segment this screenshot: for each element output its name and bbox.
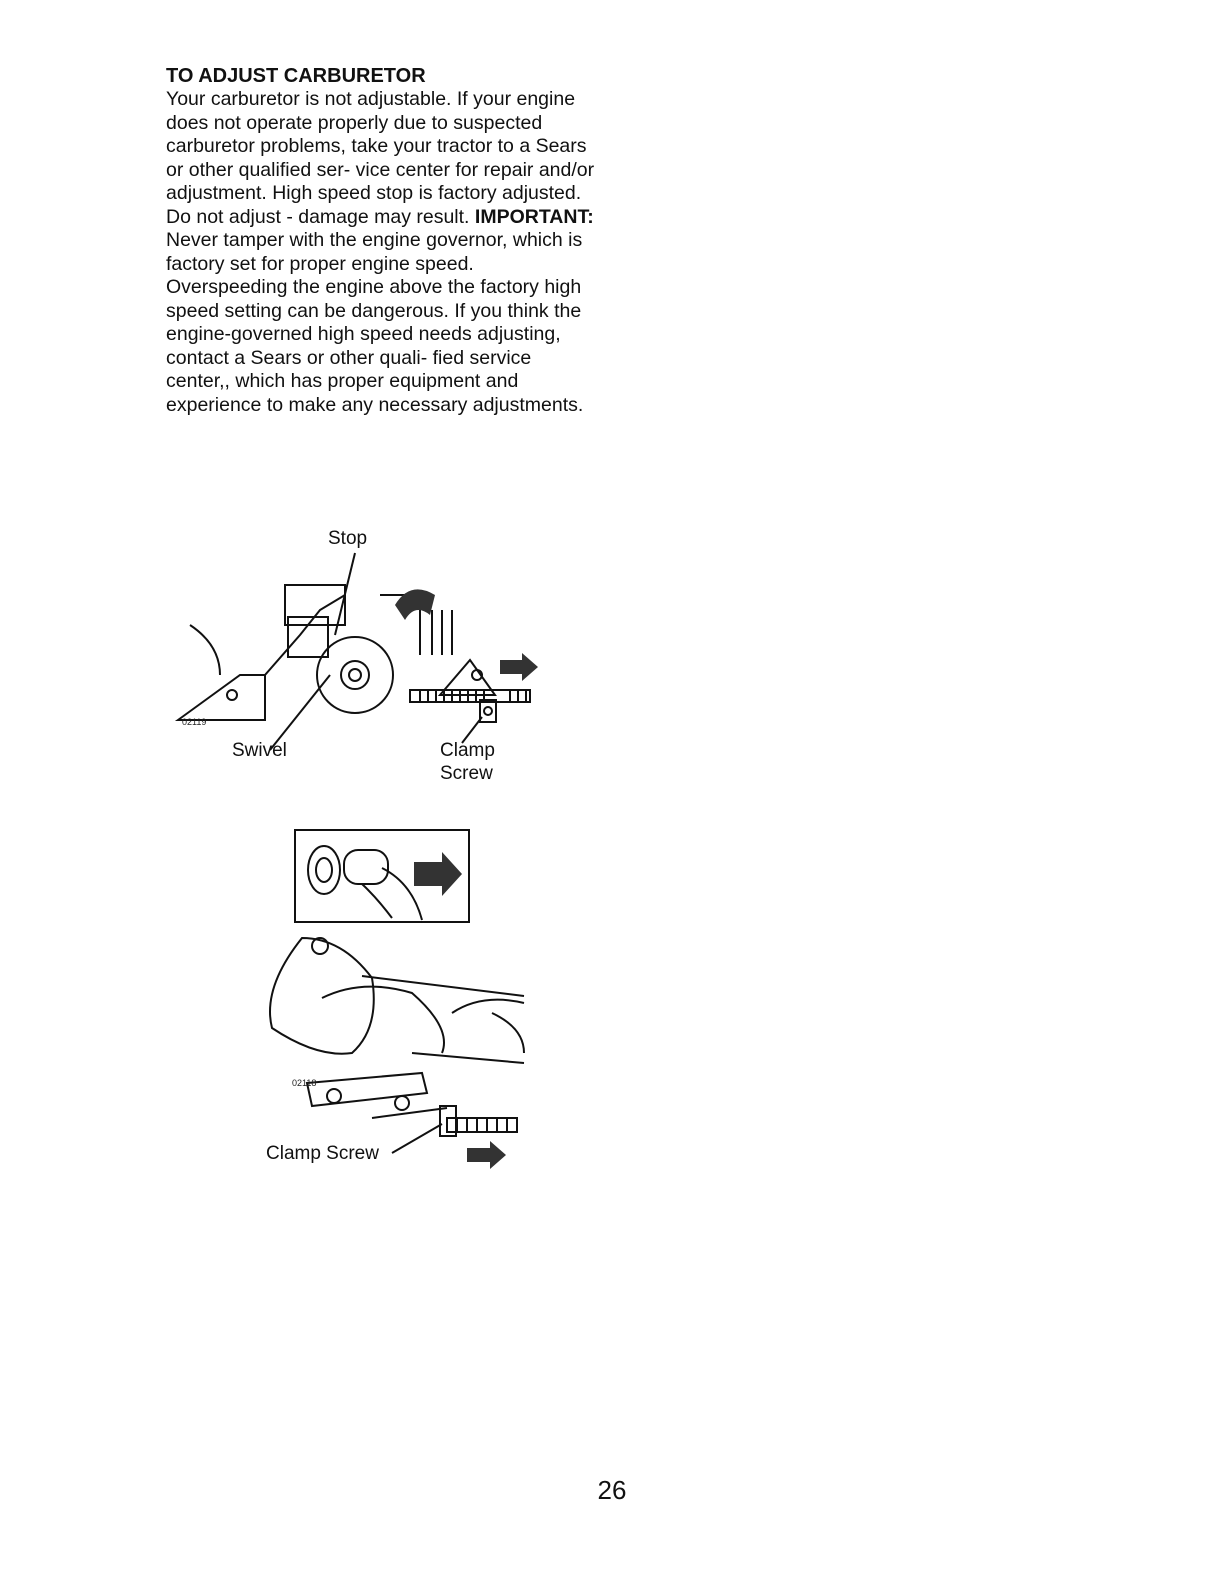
clamp-screw-illustration [262, 828, 552, 1173]
section-heading: TO ADJUST CARBURETOR [166, 65, 426, 87]
label-clamp-screw: Clamp Screw [266, 1143, 379, 1164]
label-stop: Stop [328, 528, 368, 549]
stop-swivel-illustration [170, 525, 560, 795]
page-number: 26 [597, 1475, 627, 1505]
body-text: Your carburetor is not adjustable. If your engine does not operate properly due to suspected carburetor problems, take your tractor to a Sears or other qualified ser- vice center for repair and/or adjustment. High speed stop is factory adjusted. Do not adjust - damage may result. [166, 88, 595, 228]
important-label: IMPORTANT: [474, 205, 594, 228]
label-screw: Screw [440, 763, 493, 784]
label-swivel: Swivel [232, 740, 287, 761]
important-text: Never tamper with the engine governor, which is factory set for proper engine speed. Overspeeding the engine above the factory high speed setting can be dangerous. If you think the engine-governed high speed needs adjusting, contact a Sears or other quali- fied service center,, which has proper equipment and experience to make any necessary adjustments. [166, 229, 584, 416]
figure2-code: 02118 [292, 1078, 317, 1088]
label-clamp: Clamp [440, 740, 495, 761]
section-body [166, 88, 596, 417]
figure-clamp-screw [262, 828, 552, 1173]
figure-stop-swivel [170, 525, 560, 795]
text-column [166, 64, 596, 417]
figure1-code: 02119 [182, 717, 207, 727]
